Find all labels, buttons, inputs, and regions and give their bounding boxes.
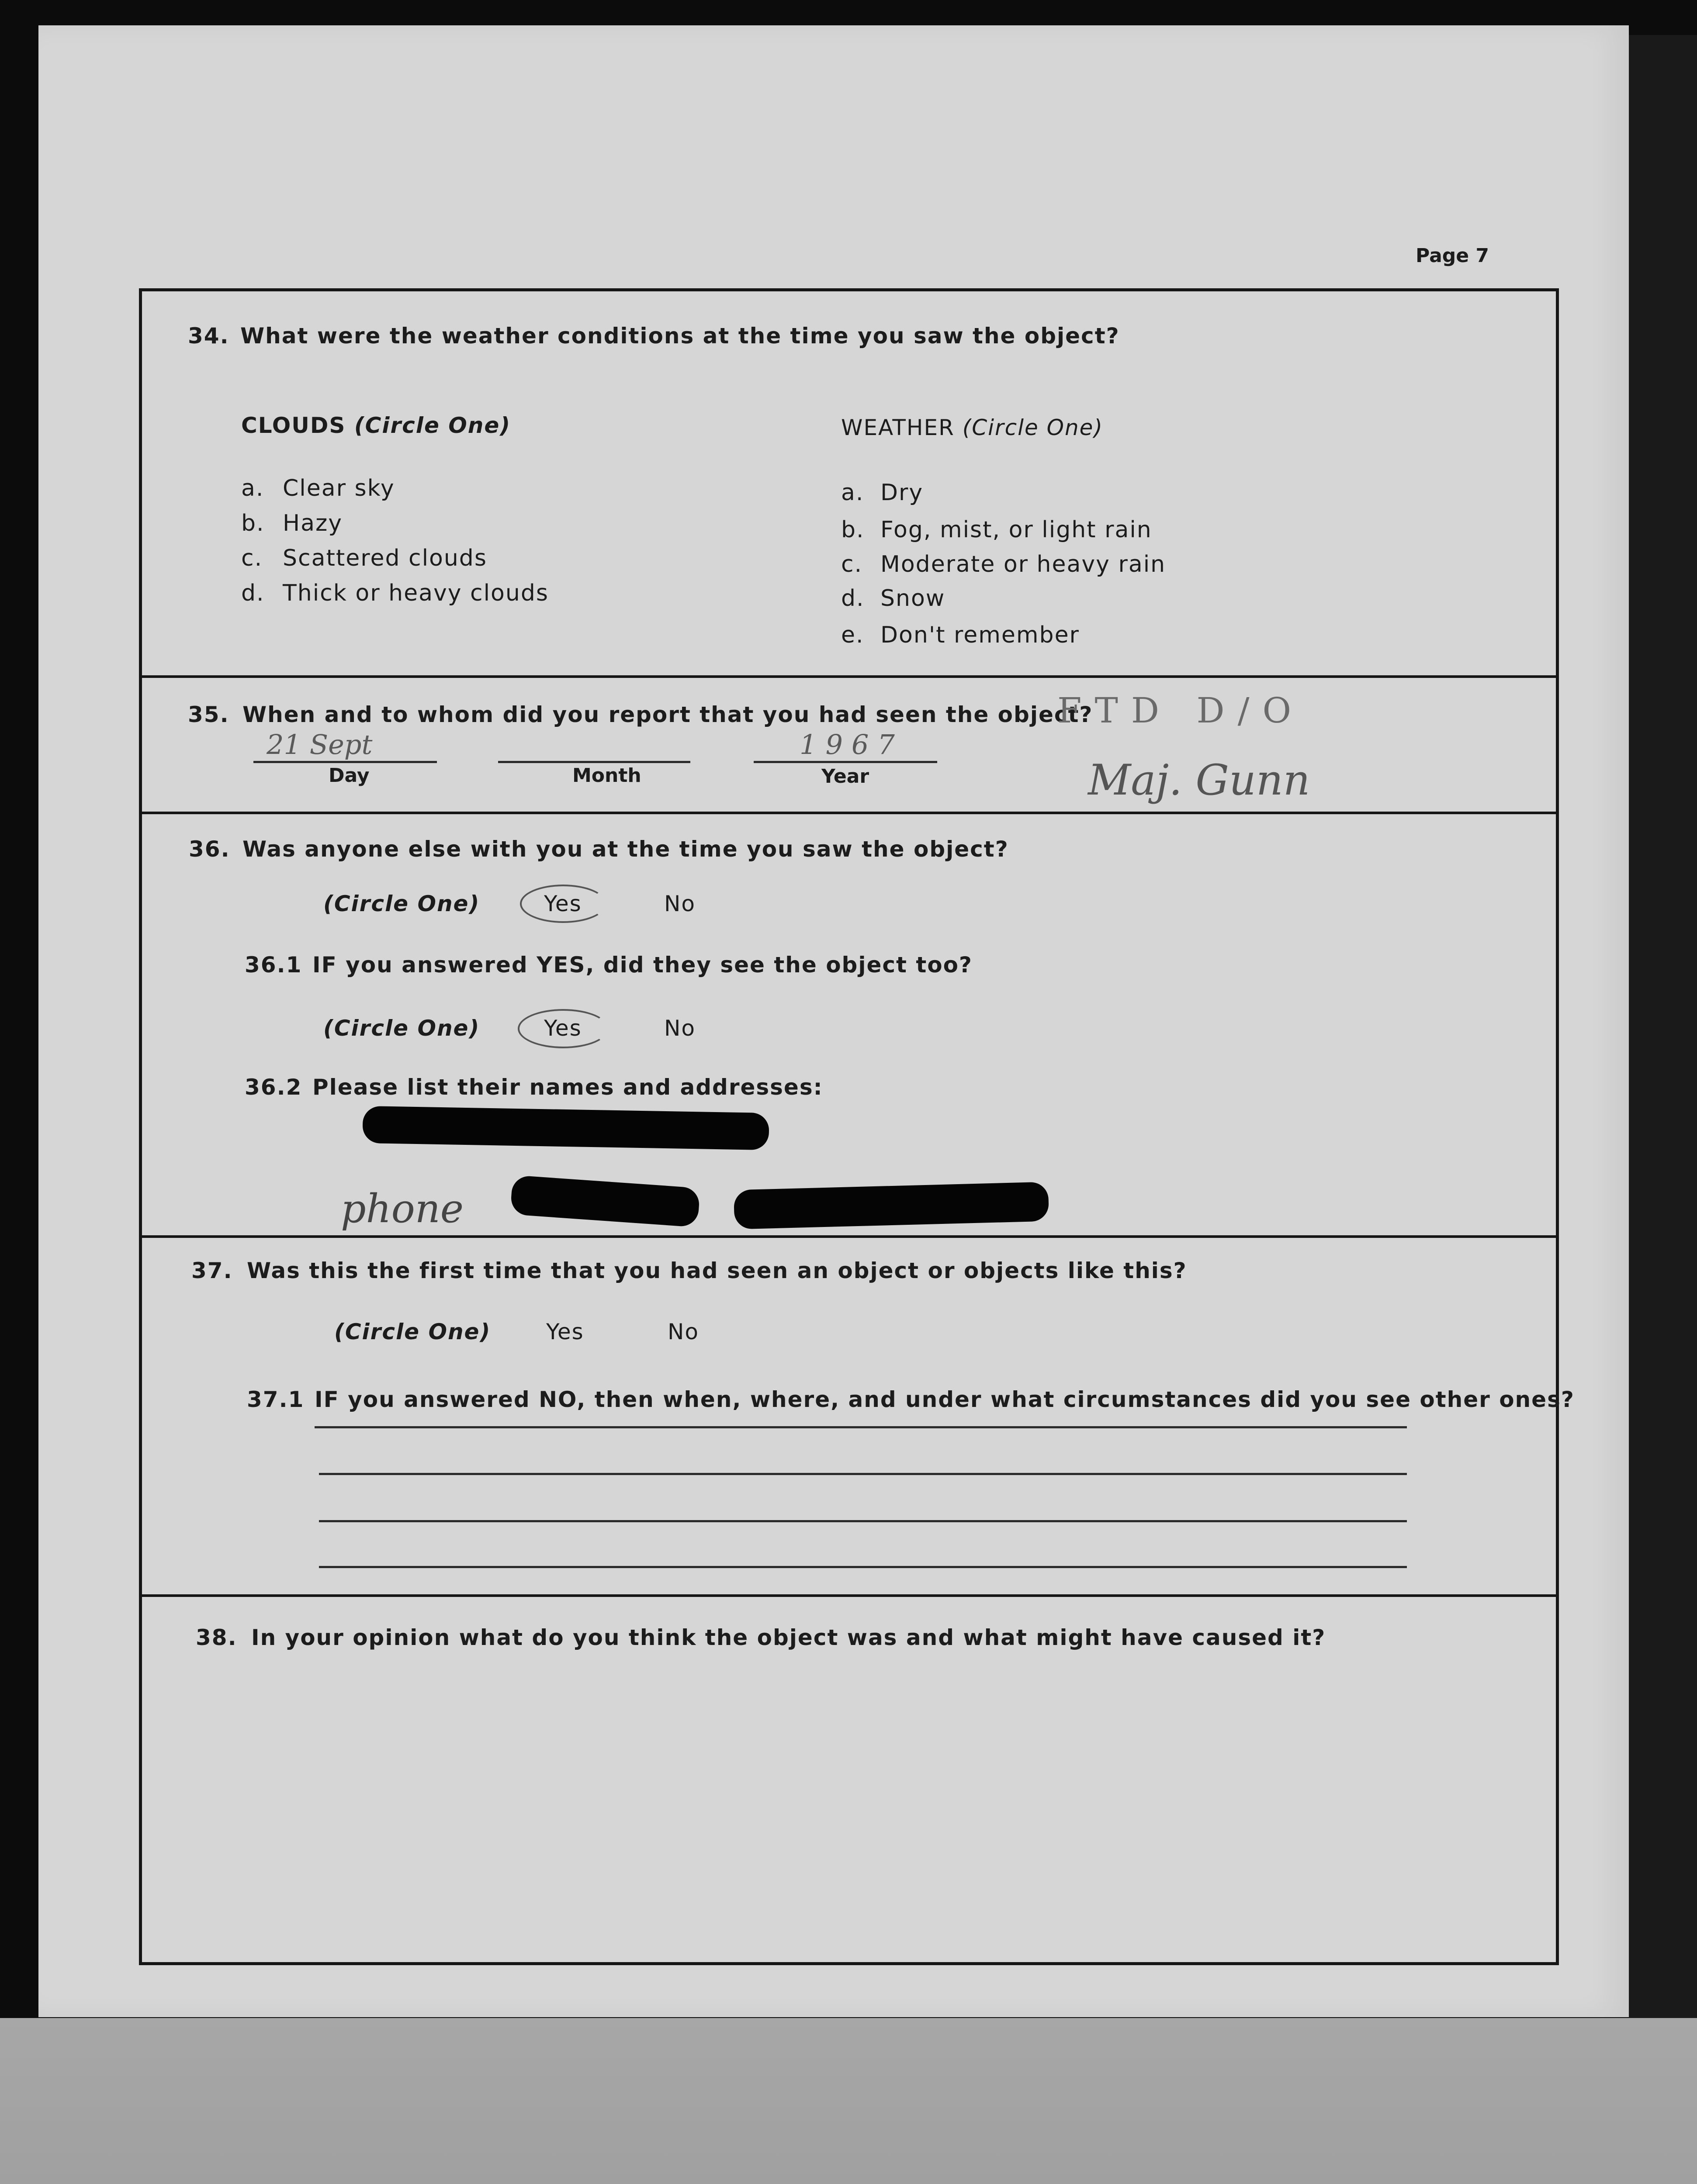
year-line (754, 761, 937, 763)
handwritten-name: Maj. Gunn (1088, 756, 1310, 805)
divider-36-37 (139, 1235, 1559, 1238)
divider-35-36 (139, 812, 1559, 814)
handwritten-year: 1967 (800, 729, 904, 760)
question-number: 37. (191, 1258, 233, 1283)
weather-option-a[interactable]: a. Dry (841, 480, 924, 506)
answer-line (319, 1520, 1407, 1522)
question-text: In your opinion what do you think the object was and what might have caused it? (251, 1625, 1326, 1650)
clouds-title: CLOUDS (241, 413, 346, 438)
year-label: Year (821, 765, 869, 788)
scan-edge (1629, 35, 1697, 2018)
day-line (253, 761, 437, 763)
circle-one-instruction: (Circle One) (323, 891, 480, 916)
question-text: Was anyone else with you at the time you saw the object? (242, 836, 1009, 862)
weather-option-c[interactable]: c. Moderate or heavy rain (841, 551, 1166, 577)
month-line (498, 761, 690, 763)
weather-option-b[interactable]: b. Fog, mist, or light rain (841, 517, 1152, 543)
question-number: 36. (189, 836, 230, 862)
clouds-instruction: (Circle One) (354, 413, 511, 438)
subquestion-text: IF you answered YES, did they see the object too? (312, 952, 973, 978)
handwritten-phone-label: phone (341, 1186, 464, 1232)
circle-one-instruction: (Circle One) (323, 1016, 480, 1041)
divider-34-35 (139, 675, 1559, 678)
handwritten-org: FTD D/O (1057, 690, 1305, 731)
weather-instruction: (Circle One) (962, 415, 1103, 440)
circle-one-instruction: (Circle One) (334, 1319, 491, 1344)
page-number: Page 7 (1416, 245, 1489, 267)
handwritten-day: 21 Sept (267, 729, 373, 760)
subquestion-text: IF you answered NO, then when, where, and under what circumstances did you see other ones? (315, 1387, 1575, 1412)
yes-option[interactable]: Yes (546, 1319, 584, 1344)
subquestion-number: 36.1 (245, 952, 302, 978)
clouds-option-a[interactable]: a. Clear sky (241, 475, 395, 501)
question-number: 35. (188, 702, 229, 727)
divider-37-38 (139, 1594, 1559, 1597)
redaction-bar (362, 1106, 769, 1150)
month-label: Month (572, 764, 641, 787)
weather-option-e[interactable]: e. Don't remember (841, 622, 1080, 648)
redaction-bar (734, 1182, 1049, 1230)
question-text: When and to whom did you report that you had seen the object? (242, 702, 1093, 727)
question-text: What were the weather conditions at the time you saw the object? (240, 323, 1120, 349)
answer-line (319, 1473, 1407, 1475)
clouds-heading (241, 413, 511, 438)
weather-title: WEATHER (841, 415, 955, 440)
question-text: Was this the first time that you had seen an object or objects like this? (247, 1258, 1187, 1283)
yes-option[interactable]: Yes (544, 891, 582, 916)
yes-option[interactable]: Yes (544, 1016, 582, 1041)
no-option[interactable]: No (668, 1319, 699, 1344)
answer-line (315, 1426, 1407, 1428)
answer-line (319, 1566, 1407, 1568)
day-label: Day (329, 764, 370, 787)
no-option[interactable]: No (664, 891, 696, 916)
scan-bottom-strip (0, 2018, 1697, 2184)
question-number: 34. (188, 323, 229, 349)
weather-heading (841, 415, 1103, 440)
weather-option-d[interactable]: d. Snow (841, 585, 945, 612)
clouds-option-c[interactable]: c. Scattered clouds (241, 545, 487, 571)
subquestion-number: 37.1 (247, 1387, 305, 1412)
answer-area[interactable] (245, 1673, 1512, 1935)
subquestion-text: Please list their names and addresses: (312, 1075, 823, 1100)
clouds-option-b[interactable]: b. Hazy (241, 510, 343, 536)
subquestion-number: 36.2 (245, 1075, 302, 1100)
clouds-option-d[interactable]: d. Thick or heavy clouds (241, 580, 549, 606)
question-number: 38. (196, 1625, 237, 1650)
no-option[interactable]: No (664, 1016, 696, 1041)
